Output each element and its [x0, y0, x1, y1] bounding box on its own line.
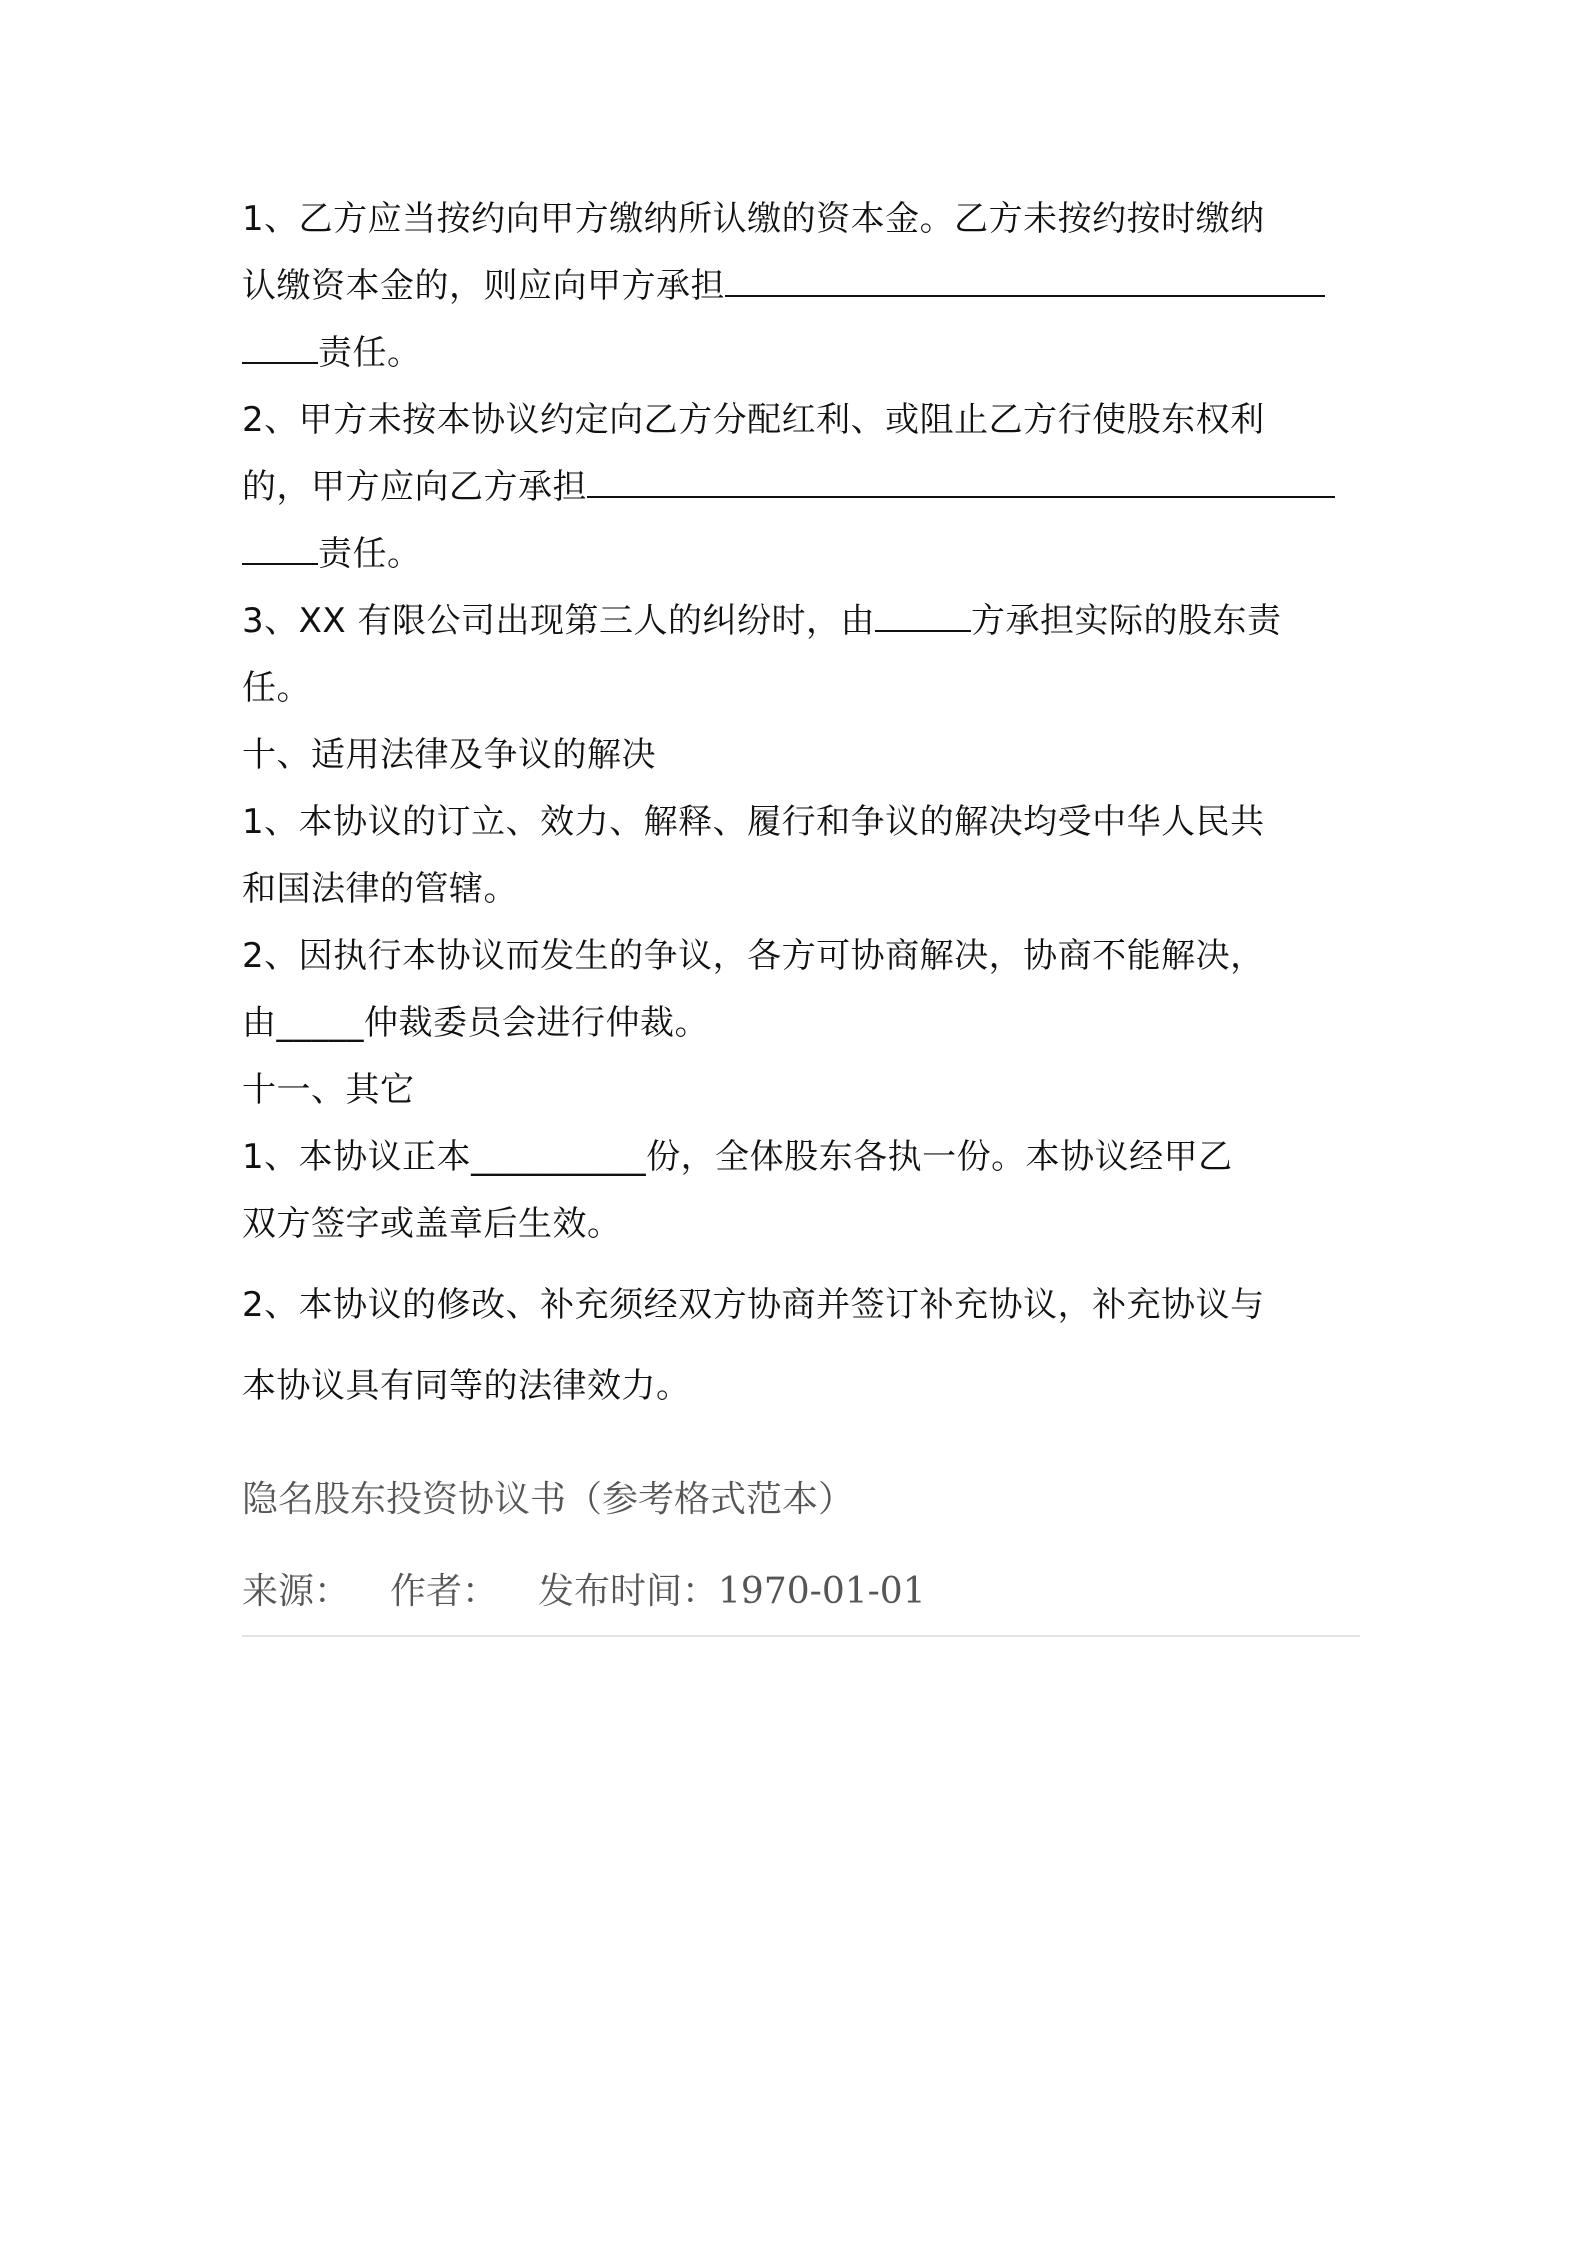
clause-1-line-3-text: 责任。 — [318, 333, 422, 373]
section-11-heading: 十一、其它 — [242, 1070, 415, 1110]
footer-meta — [242, 1562, 1360, 1622]
clause-1-blank-short — [242, 322, 318, 364]
footer-source-label: 来源： — [242, 1571, 351, 1612]
footer-divider — [242, 1635, 1360, 1637]
clause-1-line-3 — [242, 320, 1360, 387]
clause-2-line-2-text: 的，甲方应向乙方承担 — [242, 467, 587, 507]
clause-10-1-line-2: 和国法律的管辖。 — [242, 869, 518, 909]
clause-3-line-2: 任。 — [242, 668, 311, 708]
document-body — [242, 186, 1360, 1420]
clause-11-2-line-2: 本协议具有同等的法律效力。 — [242, 1366, 691, 1406]
clause-2-blank-long — [587, 456, 1335, 498]
footer-author-label: 作者： — [390, 1571, 499, 1612]
document-footer — [242, 1470, 1360, 1622]
clause-10-2-line-2: 由_____仲裁委员会进行仲裁。 — [242, 1003, 709, 1043]
clause-3-blank — [875, 590, 971, 632]
section-10-heading: 十、适用法律及争议的解决 — [242, 735, 656, 775]
clause-3-line-1 — [242, 588, 1360, 655]
clause-2-line-3-text: 责任。 — [318, 534, 422, 574]
footer-publish-time: 发布时间：1970-01-01 — [538, 1571, 926, 1612]
clause-1-line-1: 1、乙方应当按约向甲方缴纳所认缴的资本金。乙方未按约按时缴纳 — [242, 199, 1265, 239]
clause-1-blank-long — [725, 255, 1325, 297]
clause-1-line-2 — [242, 253, 1360, 320]
clause-1-line-2-text: 认缴资本金的，则应向甲方承担 — [242, 266, 725, 306]
footer-title: 隐名股东投资协议书（参考格式范本） — [242, 1479, 855, 1520]
clause-2-line-2 — [242, 454, 1360, 521]
clause-2-blank-short — [242, 523, 318, 565]
clause-11-1-line-1: 1、本协议正本__________份，全体股东各执一份。本协议经甲乙 — [242, 1137, 1233, 1177]
clause-3-line-1-suffix: 方承担实际的股东责 — [971, 601, 1282, 641]
clause-10-2-line-1: 2、因执行本协议而发生的争议，各方可协商解决，协商不能解决， — [242, 936, 1265, 976]
clause-11-1-line-2: 双方签字或盖章后生效。 — [242, 1204, 622, 1244]
clause-3-line-1-prefix: 3、XX 有限公司出现第三人的纠纷时，由 — [242, 601, 876, 641]
clause-2-line-3 — [242, 521, 1360, 588]
clause-10-1-line-1: 1、本协议的订立、效力、解释、履行和争议的解决均受中华人民共 — [242, 802, 1265, 842]
clause-11-2-line-1: 2、本协议的修改、补充须经双方协商并签订补充协议，补充协议与 — [242, 1285, 1265, 1325]
clause-2-line-1: 2、甲方未按本协议约定向乙方分配红利、或阻止乙方行使股东权利 — [242, 400, 1265, 440]
